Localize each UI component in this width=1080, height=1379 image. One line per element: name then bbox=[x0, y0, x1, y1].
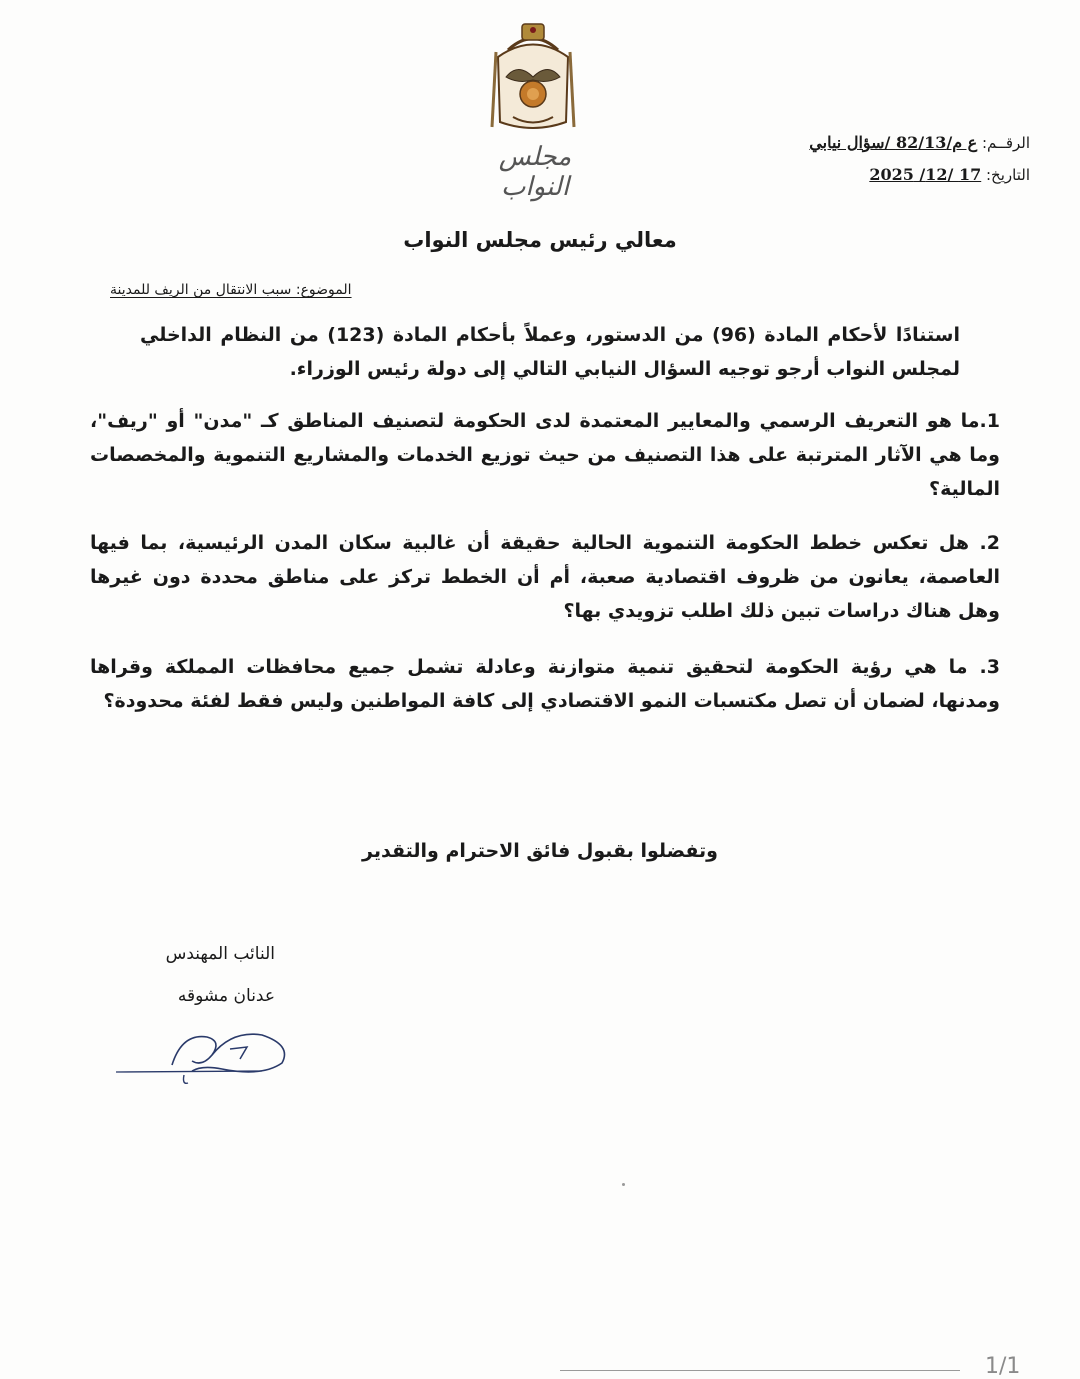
closing-salutation: وتفضلوا بقبول فائق الاحترام والتقدير bbox=[362, 840, 718, 862]
signatory-name: عدنان مشوقه bbox=[177, 986, 275, 1006]
subject-text: الموضوع: سبب الانتقال من الريف للمدينة bbox=[110, 282, 352, 298]
date-label: التاريخ: bbox=[986, 166, 1030, 184]
signatory-block bbox=[115, 942, 275, 1026]
question-1: 1.ما هو التعريف الرسمي والمعايير المعتمدة لدى الحكومة لتصنيف المناطق كـ "مدن" أو "ريف"، وما هي الآثار المترتبة على هذا التصنيف من حيث توزيع الخدمات والمشاريع التنموية والمخصصات المالية؟ bbox=[90, 410, 1000, 500]
reference-block bbox=[809, 132, 1030, 196]
page-number: 1/1 bbox=[985, 1354, 1021, 1379]
addressee-heading: معالي رئيس مجلس النواب bbox=[403, 228, 677, 252]
footer-rule bbox=[560, 1370, 960, 1371]
signatory-title: النائب المهندس bbox=[165, 944, 275, 964]
reference-label: الرقــم: bbox=[977, 134, 1030, 152]
intro-paragraph: استنادًا لأحكام المادة (96) من الدستور، وعملاً بأحكام المادة (123) من النظام الداخلي لمجلس النواب أرجو توجيه السؤال النيابي التالي إلى دولة رئيس الوزراء. bbox=[140, 324, 960, 380]
date-row bbox=[809, 164, 1030, 186]
subject-line bbox=[110, 282, 440, 298]
handwritten-signature bbox=[112, 1025, 302, 1090]
scan-speck bbox=[622, 1183, 625, 1186]
coat-of-arms-logo bbox=[478, 22, 588, 137]
date-value: 17 /12/ 2025 bbox=[869, 165, 982, 184]
reference-value: ع م/82/13 /سؤال نيابي bbox=[809, 133, 978, 152]
question-2: 2. هل تعكس خطط الحكومة التنموية الحالية حقيقة أن غالبية سكان المدن الرئيسية، بما فيها العاصمة، يعانون من ظروف اقتصادية صعبة، أم أن الخطط تركز على مناطق محددة دون غيرها وهل هناك دراسات تبين ذلك اطلب تزويدي بها؟ bbox=[90, 532, 1000, 622]
reference-number-row bbox=[809, 132, 1030, 154]
council-name-seal: مجلس النواب bbox=[498, 142, 572, 202]
question-3: 3. ما هي رؤية الحكومة لتحقيق تنمية متوازنة وعادلة تشمل جميع محافظات المملكة وقراها ومدنها، لضمان أن تصل مكتسبات النمو الاقتصادي إلى كافة المواطنين وليس فقط لفئة محدودة؟ bbox=[90, 656, 1000, 712]
